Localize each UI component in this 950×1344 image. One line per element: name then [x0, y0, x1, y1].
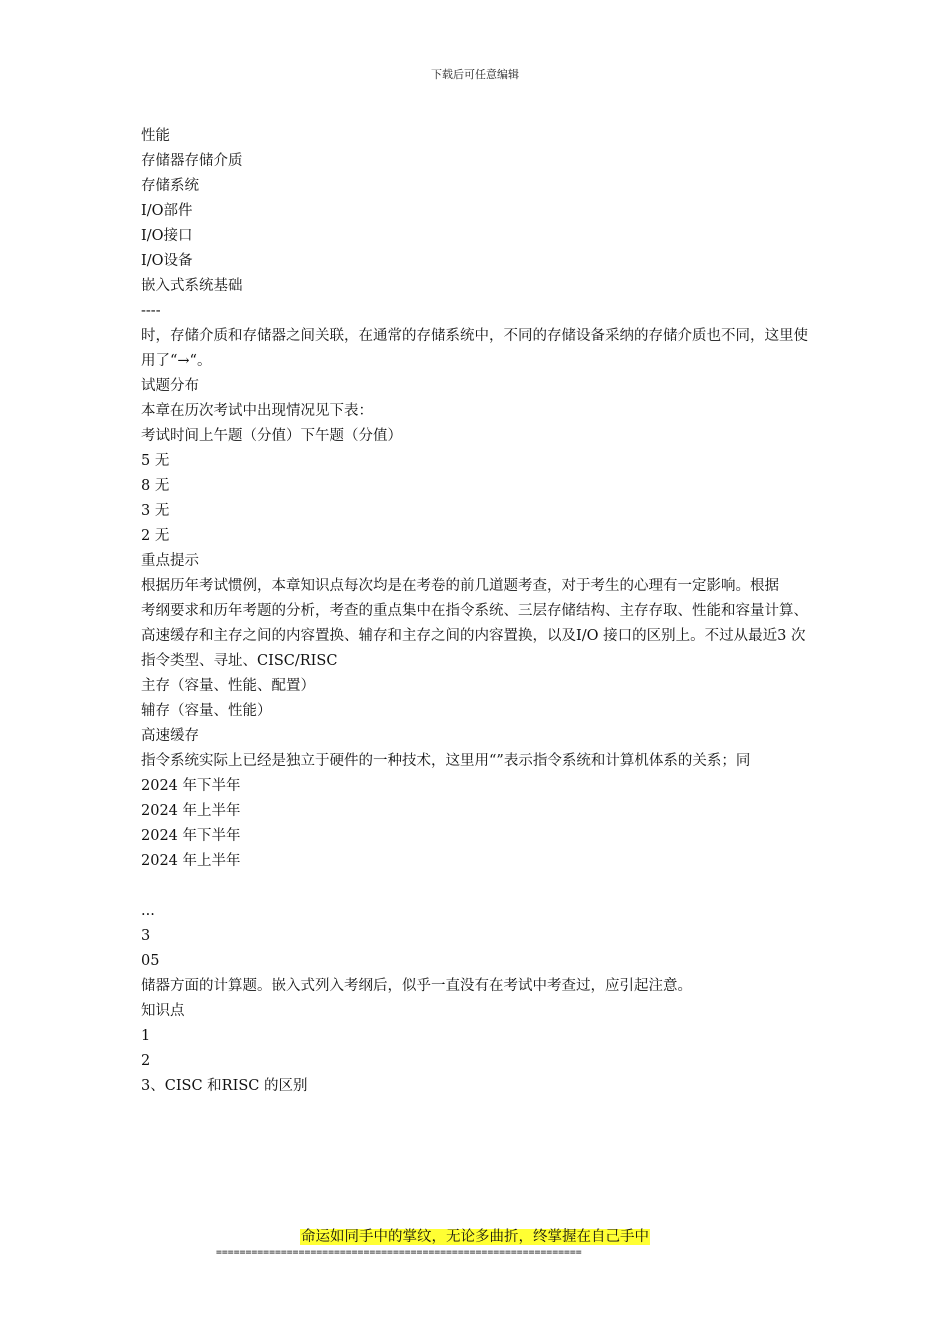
text-line: 主存（容量、性能、配置） — [141, 678, 315, 694]
page-header: 下载后可任意编辑 — [431, 68, 519, 81]
section-heading: 嵌入式系统基础 — [141, 278, 243, 294]
highlighted-motto: 命运如同手中的掌纹，无论多曲折，终掌握在自己手中 — [301, 1229, 649, 1245]
text-line: 2024 年下半年 — [141, 778, 241, 794]
table-row-line: 2 无 — [141, 528, 170, 544]
paragraph-line: 考纲要求和历年考题的分析，考查的重点集中在指令系统、三层存储结构、主存存取、性能和容量计算、 — [141, 603, 808, 619]
paragraph-line: 时，存储介质和存储器之间关联，在通常的存储系统中，不同的存储设备采纳的存储介质也不同，这里使 — [141, 328, 808, 344]
ellipsis-line: ... — [141, 903, 155, 919]
footer-rule: ============================================================== — [216, 1247, 582, 1258]
text-line: I/O部件 — [141, 203, 193, 219]
blank-line — [141, 874, 821, 899]
footer-motto — [0, 1226, 950, 1248]
text-line: 2024 年下半年 — [141, 828, 241, 844]
table-row-line: 8 无 — [141, 478, 170, 494]
paragraph-line: 高速缓存和主存之间的内容置换、辅存和主存之间的内容置换，以及I/O 接口的区别上。不过从最近3 次 — [141, 628, 806, 644]
text-line: 存储系统 — [141, 178, 199, 194]
divider-text: ---- — [141, 303, 161, 319]
text-line: 1 — [141, 1028, 151, 1044]
text-line: 性能 — [141, 128, 170, 144]
text-line: 指令类型、寻址、CISC/RISC — [141, 653, 338, 669]
text-line: 2024 年上半年 — [141, 853, 241, 869]
paragraph-line: 用了“→“。 — [141, 353, 212, 369]
text-line: 2024 年上半年 — [141, 803, 241, 819]
paragraph-line: 根据历年考试惯例，本章知识点每次均是在考卷的前几道题考查，对于考生的心理有一定影响。根据 — [141, 578, 779, 594]
table-header-line: 考试时间上午题（分值）下午题（分值） — [141, 428, 402, 444]
table-row-line: 5 无 — [141, 453, 170, 469]
paragraph-line: 指令系统实际上已经是独立于硬件的一种技术，这里用“”表示指令系统和计算机体系的关系；同 — [141, 753, 751, 769]
text-line: 3、CISC 和RISC 的区别 — [141, 1078, 308, 1094]
text-line: 存储器存储介质 — [141, 153, 243, 169]
document-body — [141, 124, 821, 1099]
text-line: 3 — [141, 928, 151, 944]
section-heading: 知识点 — [141, 1003, 185, 1019]
section-heading: 试题分布 — [141, 378, 199, 394]
text-line: I/O设备 — [141, 253, 193, 269]
table-row-line: 3 无 — [141, 503, 170, 519]
paragraph-line: 储器方面的计算题。嵌入式列入考纲后，似乎一直没有在考试中考查过，应引起注意。 — [141, 978, 692, 994]
paragraph-line: 本章在历次考试中出现情况见下表： — [141, 403, 373, 419]
text-line: I/O接口 — [141, 228, 193, 244]
text-line: 辅存（容量、性能） — [141, 703, 272, 719]
section-heading: 重点提示 — [141, 553, 199, 569]
text-line: 高速缓存 — [141, 728, 199, 744]
text-line: 2 — [141, 1053, 151, 1069]
text-line: 05 — [141, 953, 160, 969]
